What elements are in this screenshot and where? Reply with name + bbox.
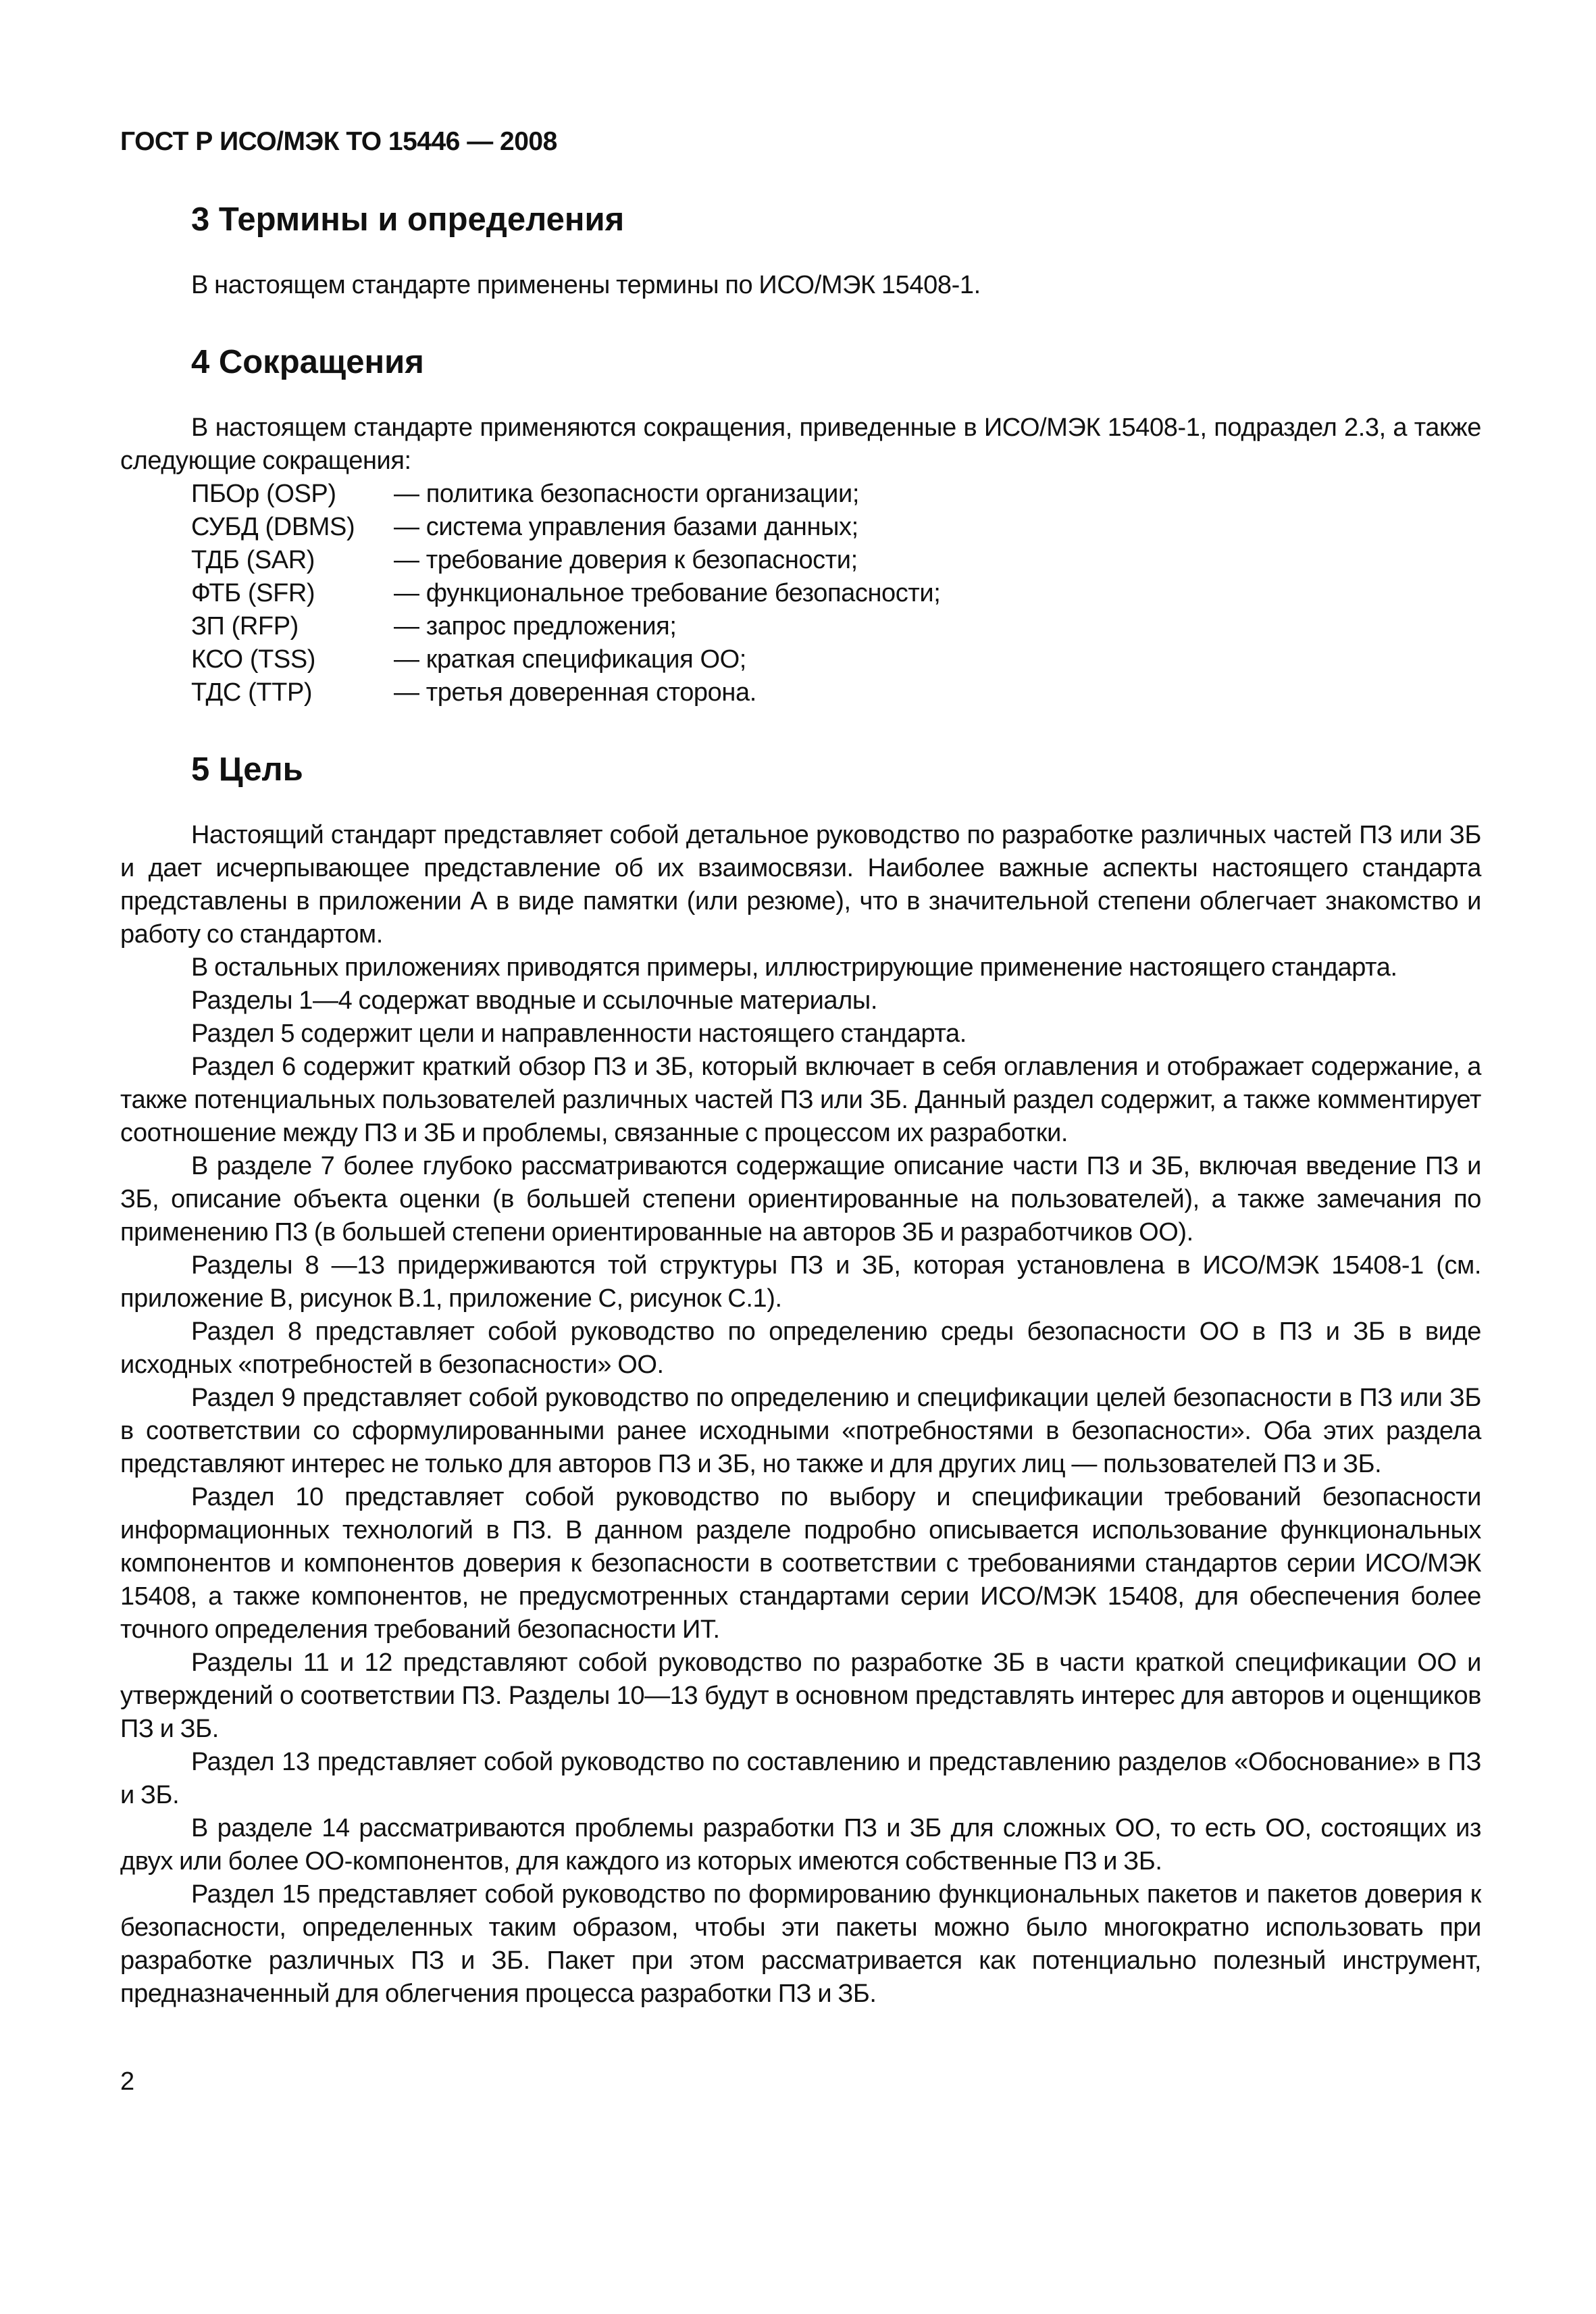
section-5-paragraph: В остальных приложениях приводятся примеры, иллюстрирующие применение настоящего стандарта.	[191, 953, 1397, 982]
abbreviation-item	[191, 676, 1481, 709]
abbreviation-definition: — запрос предложения;	[394, 612, 677, 640]
section-5-paragraph: Раздел 9 представляет собой руководство по определению и спецификации целей безопасности в ПЗ или ЗБ в соответствии со сформулированными ранее исходными «потребностями в безопасности». Оба этих раздела представляют интерес не только для авторов ПЗ и ЗБ, но также и для других лиц — пользователей ПЗ и ЗБ.	[120, 1384, 1481, 1478]
abbreviation-definition: — политика безопасности организации;	[394, 480, 859, 508]
abbreviation-term: ЗП (RFP)	[191, 612, 299, 640]
page-content	[120, 196, 1481, 2011]
abbreviation-item	[191, 577, 1481, 610]
abbreviation-item	[191, 511, 1481, 544]
spacer	[120, 386, 1481, 411]
section-3-paragraph: В настоящем стандарте применены термины по ИСО/МЭК 15408-1.	[191, 271, 981, 299]
section-5-paragraph: В разделе 14 рассматриваются проблемы разработки ПЗ и ЗБ для сложных ОО, то есть ОО, состоящих из двух или более ОО-компонентов, для каждого из которых имеются собственные ПЗ и ЗБ.	[120, 1814, 1481, 1876]
abbreviation-item	[191, 643, 1481, 676]
running-header: ГОСТ Р ИСО/МЭК ТО 15446 — 2008	[120, 127, 557, 156]
abbreviation-definition: — функциональное требование безопасности;	[394, 579, 941, 607]
abbreviation-definition: — краткая спецификация ОО;	[394, 645, 746, 674]
section-5-paragraph: Разделы 11 и 12 представляют собой руководство по разработке ЗБ в части краткой спецификации ОО и утверждений о соответствии ПЗ. Разделы 10—13 будут в основном представлять интерес для авторов и оценщиков ПЗ и ЗБ.	[120, 1649, 1481, 1743]
spacer	[120, 793, 1481, 819]
abbreviation-list	[191, 478, 1481, 709]
section-5-paragraph: Раздел 15 представляет собой руководство по формированию функциональных пакетов и пакетов доверия к безопасности, определенных таким образом, чтобы эти пакеты можно было многократно использовать при разработке различных ПЗ и ЗБ. Пакет при этом рассматривается как потенциально полезный инструмент, предназначенный для облегчения процесса разработки ПЗ и ЗБ.	[120, 1880, 1481, 2008]
section-5-paragraph: Раздел 10 представляет собой руководство по выбору и спецификации требований безопасности информационных технологий в ПЗ. В данном разделе подробно описывается использование функциональных компонентов и компонентов доверия к безопасности в соответствии с требованиями стандартов серии ИСО/МЭК 15408, а также компонентов, не предусмотренных стандартами серии ИСО/МЭК 15408, для обеспечения более точного определения требований безопасности ИТ.	[120, 1483, 1481, 1644]
section-5-paragraph: Разделы 1—4 содержат вводные и ссылочные материалы.	[191, 986, 878, 1015]
abbreviation-definition: — третья доверенная сторона.	[394, 678, 756, 707]
abbreviation-term: ТДС (TTP)	[191, 678, 313, 707]
abbreviation-item	[191, 478, 1481, 511]
abbreviation-term: СУБД (DBMS)	[191, 513, 355, 541]
abbreviation-term: ТДБ (SAR)	[191, 546, 315, 574]
abbreviation-definition: — система управления базами данных;	[394, 513, 858, 541]
abbreviation-item	[191, 544, 1481, 577]
abbreviation-term: ПБОр (OSP)	[191, 480, 336, 508]
section-5-heading: 5 Цель	[191, 751, 303, 788]
spacer	[120, 302, 1481, 338]
section-5-paragraph: Раздел 8 представляет собой руководство по определению среды безопасности ОО в ПЗ и ЗБ в виде исходных «потребностей в безопасности» ОО.	[120, 1317, 1481, 1379]
section-3-heading: 3 Термины и определения	[191, 201, 625, 238]
section-5-paragraph: Раздел 13 представляет собой руководство по составлению и представлению разделов «Обоснование» в ПЗ и ЗБ.	[120, 1748, 1481, 1809]
abbreviation-definition: — требование доверия к безопасности;	[394, 546, 858, 574]
spacer	[120, 709, 1481, 746]
section-5-paragraph: Разделы 8 —13 придерживаются той структуры ПЗ и ЗБ, которая установлена в ИСО/МЭК 15408-1 (см. приложение В, рисунок В.1, приложение С, рисунок С.1).	[120, 1251, 1481, 1313]
section-5-paragraph: Настоящий стандарт представляет собой детальное руководство по разработке различных частей ПЗ или ЗБ и дает исчерпывающее представление об их взаимосвязи. Наиболее важные аспекты настоящего стандарта представлены в приложении А в виде памятки (или резюме), что в значительной степени облегчает знакомство и работу со стандартом.	[120, 821, 1481, 949]
abbreviation-term: ФТБ (SFR)	[191, 579, 315, 607]
section-5-paragraph: Раздел 5 содержит цели и направленности настоящего стандарта.	[191, 1020, 967, 1048]
page-number: 2	[120, 2067, 135, 2096]
abbreviation-item	[191, 610, 1481, 643]
section-4-heading: 4 Сокращения	[191, 344, 424, 380]
spacer	[120, 243, 1481, 269]
section-5-paragraph: Раздел 6 содержит краткий обзор ПЗ и ЗБ, который включает в себя оглавления и отображает содержание, а также потенциальных пользователей различных частей ПЗ или ЗБ. Данный раздел содержит, а также комментирует соотношение между ПЗ и ЗБ и проблемы, связанные с процессом их разработки.	[120, 1053, 1481, 1147]
section-4-intro: В настоящем стандарте применяются сокращения, приведенные в ИСО/МЭК 15408-1, подраздел 2.3, а также следующие сокращения:	[120, 413, 1481, 475]
section-5-paragraph: В разделе 7 более глубоко рассматриваются содержащие описание части ПЗ и ЗБ, включая введение ПЗ и ЗБ, описание объекта оценки (в большей степени ориентированные на пользователей), а также замечания по применению ПЗ (в большей степени ориентированные на авторов ЗБ и разработчиков ОО).	[120, 1152, 1481, 1247]
abbreviation-term: КСО (TSS)	[191, 645, 316, 674]
